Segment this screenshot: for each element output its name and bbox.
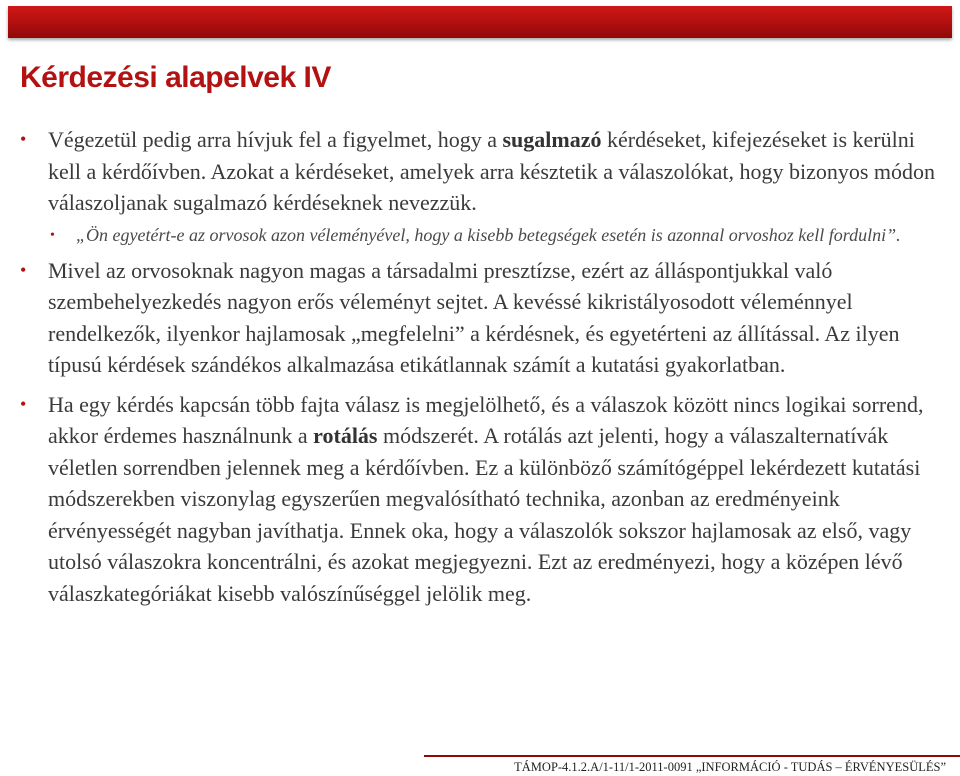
example-quote: „Ön egyetért-e az orvosok azon véleményével, hogy a kisebb betegségek esetén is azonnal orvoshoz kell fordulni”. [76, 224, 901, 245]
bullet-icon: • [20, 129, 27, 149]
bullet-sugalmazo [20, 124, 940, 219]
bullet-orvosok [20, 255, 940, 381]
slide-content [20, 124, 940, 609]
bold-term: sugalmazó [502, 127, 602, 152]
bullet-text: módszerét. A rotálás azt jelenti, hogy a válaszalternatívák véletlen sorrendben jelennek meg a kérdőívben. Ez a különböző számítógéppel lekérdezett kutatási módszerekben viszonylag egyszerűen megvalósítható technika, azonban az eredményeink érvényességét nagyban javíthatja. Ennek oka, hogy a válaszolók sokszor hajlamosak az első, vagy utolsó válaszokra koncentrálni, és azokat megjegyezni. Ezt az eredményezi, hogy a középen lévő válaszkategóriákat kisebb valószínűséggel jelölik meg. [48, 423, 921, 606]
header-bar [8, 6, 952, 38]
bullet-text: Végezetül pedig arra hívjuk fel a figyelmet, hogy a [48, 127, 503, 152]
bullet-icon: • [20, 393, 27, 414]
bullet-icon: • [20, 259, 27, 280]
bullet-text: Ha egy kérdés kapcsán több fajta válasz is megjelölhető, és a válaszok között nincs logikai sorrend, akkor érdemes használnunk a [48, 391, 924, 448]
bullet-rotalas [20, 389, 940, 610]
bullet-icon: • [50, 227, 55, 243]
sub-bullet-example [20, 222, 940, 249]
bold-term: rotálás [313, 423, 378, 448]
bullet-text: kérdéseket, kifejezéseket is kerülni kell a kérdőívben. Azokat a kérdéseket, amelyek arra késztetik a válaszolókat, hogy bizonyos módon válaszoljanak sugalmazó kérdéseknek nevezzük. [48, 127, 936, 215]
footer-divider [424, 755, 960, 757]
slide-title: Kérdezési alapelvek IV [20, 61, 331, 94]
bullet-text: Mivel az orvosoknak nagyon magas a társadalmi presztízse, ezért az álláspontjukkal való szembehelyezkedés nagyon erős véleményt sejtet. A kevéssé kikristályosodott véleménnyel rendelkezők, ilyenkor hajlamosak „megfelelni” a kérdésnek, és egyetérteni az állítással. Az ilyen típusú kérdések szándékos alkalmazása etikátlannak számít a kutatási gyakorlatban. [48, 257, 900, 377]
footer-text: TÁMOP-4.1.2.A/1-11/1-2011-0091 „INFORMÁCIÓ - TUDÁS – ÉRVÉNYESÜLÉS” [514, 760, 946, 774]
